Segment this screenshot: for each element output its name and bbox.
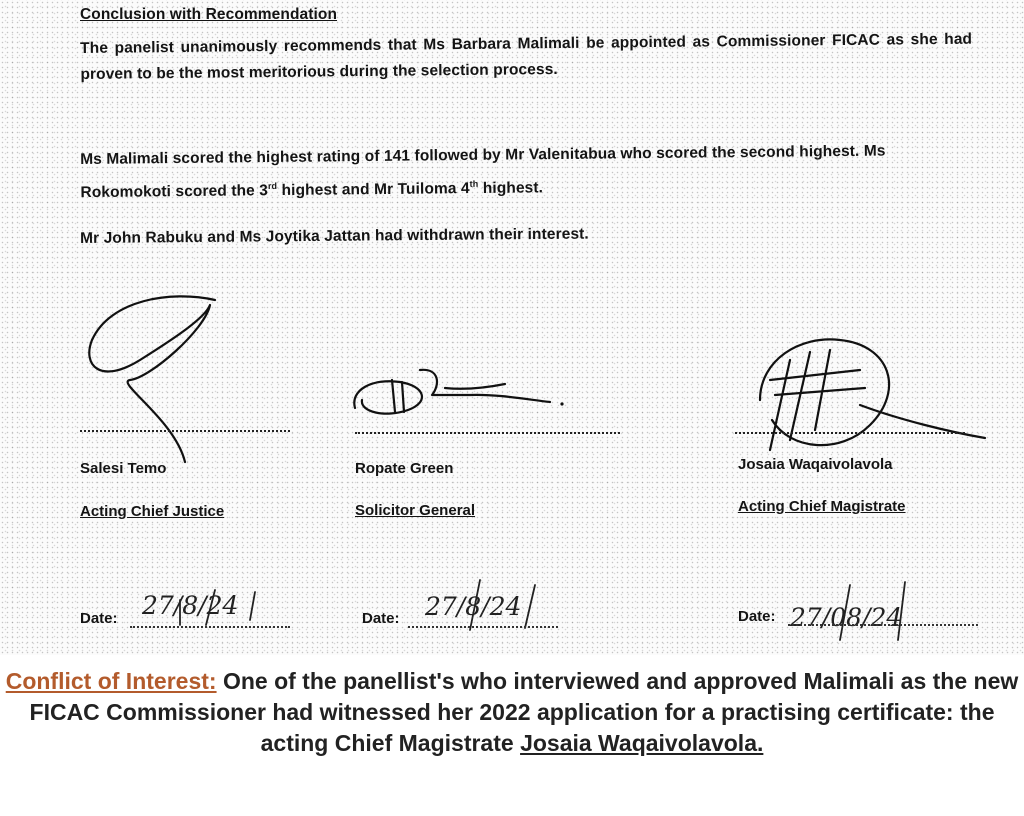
signature-line-1 xyxy=(80,430,290,432)
document-heading: Conclusion with Recommendation xyxy=(80,6,338,23)
signatory-name-3: Josaia Waqaivolavola xyxy=(738,456,893,473)
date-handwriting-1: 27/8/24 xyxy=(142,591,239,620)
date-label-1: Date: xyxy=(80,610,118,627)
date-line-2 xyxy=(408,626,558,628)
withdrawn-paragraph: Mr John Rabuku and Ms Joytika Jattan had withdrawn their interest. xyxy=(80,225,589,247)
scores-sup-th: th xyxy=(469,178,479,189)
scores-text-b: highest and Mr Tuiloma 4 xyxy=(277,180,470,200)
recommendation-paragraph: The panelist unanimously recommends that Ms Barbara Malimali be appointed as Commissioner FICAC as she had proven to be the most meritorious during the selection process. xyxy=(80,30,973,83)
date-handwriting-2: 27/8/24 xyxy=(425,592,522,621)
date-line-1 xyxy=(130,626,290,628)
scores-text-c: highest. xyxy=(478,179,544,197)
date-label-2: Date: xyxy=(362,610,400,627)
signatory-title-2: Solicitor General xyxy=(355,502,476,519)
caption-text: One of the panellist's who interviewed and approved Malimali as the new FICAC Commissioner had witnessed her 2022 application for a practising certificate: the acting Chief Magistrate xyxy=(29,668,1019,756)
date-handwriting-3: 27/08/24 xyxy=(790,603,903,632)
scores-sup-rd: rd xyxy=(267,180,278,192)
date-line-3 xyxy=(788,624,978,626)
conflict-of-interest-label: Conflict of Interest: xyxy=(5,668,217,694)
conflict-caption xyxy=(0,666,1024,759)
signature-ropate-green xyxy=(354,370,550,414)
scores-text-a: Ms Malimali scored the highest rating of 141 followed by Mr Valenitabua who scored the second highest. Ms Rokomokoti scored the 3 xyxy=(80,142,886,202)
signatory-title-3: Acting Chief Magistrate xyxy=(738,498,906,515)
date-label-3: Date: xyxy=(738,608,776,625)
signatory-title-1: Acting Chief Justice xyxy=(80,503,225,520)
signatory-name-2: Ropate Green xyxy=(355,460,454,477)
signatory-name-1: Salesi Temo xyxy=(80,460,167,477)
josaia-waqaivolavola-link[interactable]: Josaia Waqaivolavola. xyxy=(520,730,764,756)
signature-line-3 xyxy=(735,432,965,434)
signature-line-2 xyxy=(355,432,620,434)
signature-salesi-temo xyxy=(89,296,215,462)
